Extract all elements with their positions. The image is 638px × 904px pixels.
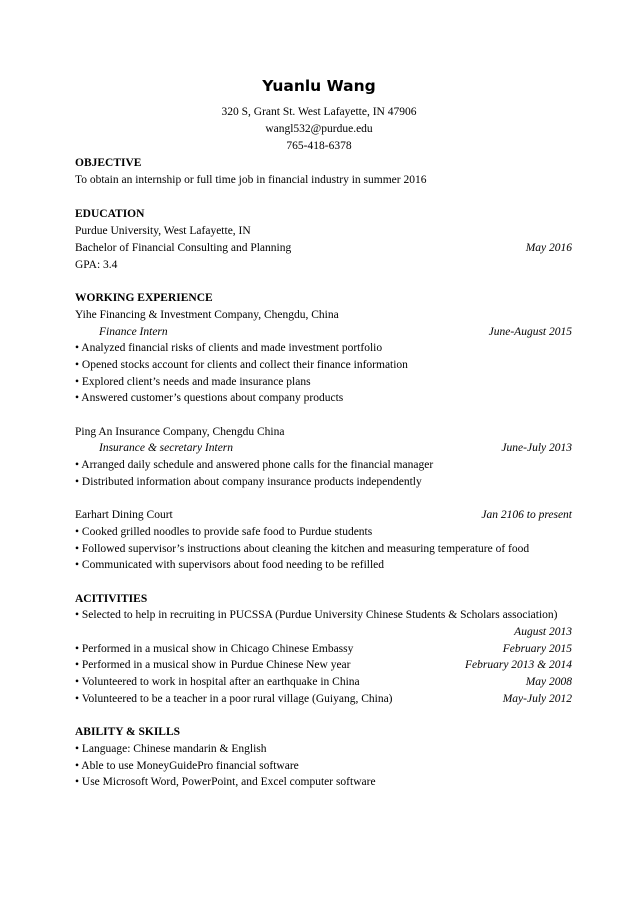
activities-heading: ACITIVITIES	[75, 593, 148, 605]
job-title: Insurance & secretary Intern	[99, 442, 234, 454]
job-bullet: • Cooked grilled noodles to provide safe food to Purdue students	[75, 526, 373, 538]
activity-row	[75, 675, 572, 689]
job-date: Jan 2106 to present	[481, 509, 572, 521]
skill-item: • Able to use MoneyGuidePro financial software	[75, 760, 299, 772]
job-bullet: • Explored client’s needs and made insurance plans	[75, 376, 311, 388]
job-bullet: • Distributed information about company insurance products independently	[75, 476, 422, 488]
objective-heading: OBJECTIVE	[75, 157, 142, 169]
activity-row	[75, 658, 572, 672]
email: wangl532@purdue.edu	[265, 123, 373, 135]
address: 320 S, Grant St. West Lafayette, IN 47906	[221, 106, 417, 118]
job-title: Finance Intern	[99, 326, 168, 338]
education-heading: EDUCATION	[75, 208, 145, 220]
activity-row	[75, 692, 572, 706]
activity-text: • Performed in a musical show in Chicago Chinese Embassy	[75, 643, 354, 655]
candidate-name: Yuanlu Wang	[262, 77, 376, 95]
education-degree-row	[75, 241, 572, 255]
job-date: June-August 2015	[488, 326, 572, 338]
job-date: June-July 2013	[501, 442, 572, 454]
activity-text: • Volunteered to be a teacher in a poor rural village (Guiyang, China)	[75, 693, 393, 705]
job-company-row	[75, 508, 572, 522]
job-company: Yihe Financing & Investment Company, Chengdu, China	[75, 309, 339, 321]
activity-date: August 2013	[514, 626, 572, 638]
activity-text: • Selected to help in recruiting in PUCSSA (Purdue University Chinese Students & Scholars association)	[75, 609, 558, 621]
activity-date: February 2013 & 2014	[464, 659, 572, 671]
job-bullet: • Arranged daily schedule and answered phone calls for the financial manager	[75, 459, 434, 471]
education-gpa: GPA: 3.4	[75, 259, 118, 271]
phone: 765-418-6378	[286, 140, 352, 152]
education-date: May 2016	[525, 242, 572, 254]
job-title-row	[99, 441, 572, 455]
job-title-row	[99, 325, 572, 339]
job-bullet: • Analyzed financial risks of clients and made investment portfolio	[75, 342, 383, 354]
activity-date: February 2015	[502, 643, 572, 655]
education-school: Purdue University, West Lafayette, IN	[75, 225, 251, 237]
skills-heading: ABILITY & SKILLS	[75, 726, 181, 738]
activity-row	[75, 642, 572, 656]
skill-item: • Use Microsoft Word, PowerPoint, and Excel computer software	[75, 776, 376, 788]
job-company: Earhart Dining Court	[75, 509, 173, 521]
job-company: Ping An Insurance Company, Chengdu China	[75, 426, 285, 438]
activity-date: May 2008	[525, 676, 572, 688]
objective-text: To obtain an internship or full time job in financial industry in summer 2016	[75, 174, 427, 186]
job-bullet: • Followed supervisor’s instructions about cleaning the kitchen and measuring temperature of food	[75, 543, 530, 555]
skill-item: • Language: Chinese mandarin & English	[75, 743, 267, 755]
education-degree: Bachelor of Financial Consulting and Planning	[75, 242, 292, 254]
work-heading: WORKING EXPERIENCE	[75, 292, 213, 304]
job-bullet: • Communicated with supervisors about food needing to be refilled	[75, 559, 385, 571]
activity-date: May-July 2012	[502, 693, 572, 705]
job-bullet: • Answered customer’s questions about company products	[75, 392, 344, 404]
job-bullet: • Opened stocks account for clients and collect their finance information	[75, 359, 408, 371]
activity-text: • Performed in a musical show in Purdue Chinese New year	[75, 659, 351, 671]
activity-text: • Volunteered to work in hospital after an earthquake in China	[75, 676, 360, 688]
